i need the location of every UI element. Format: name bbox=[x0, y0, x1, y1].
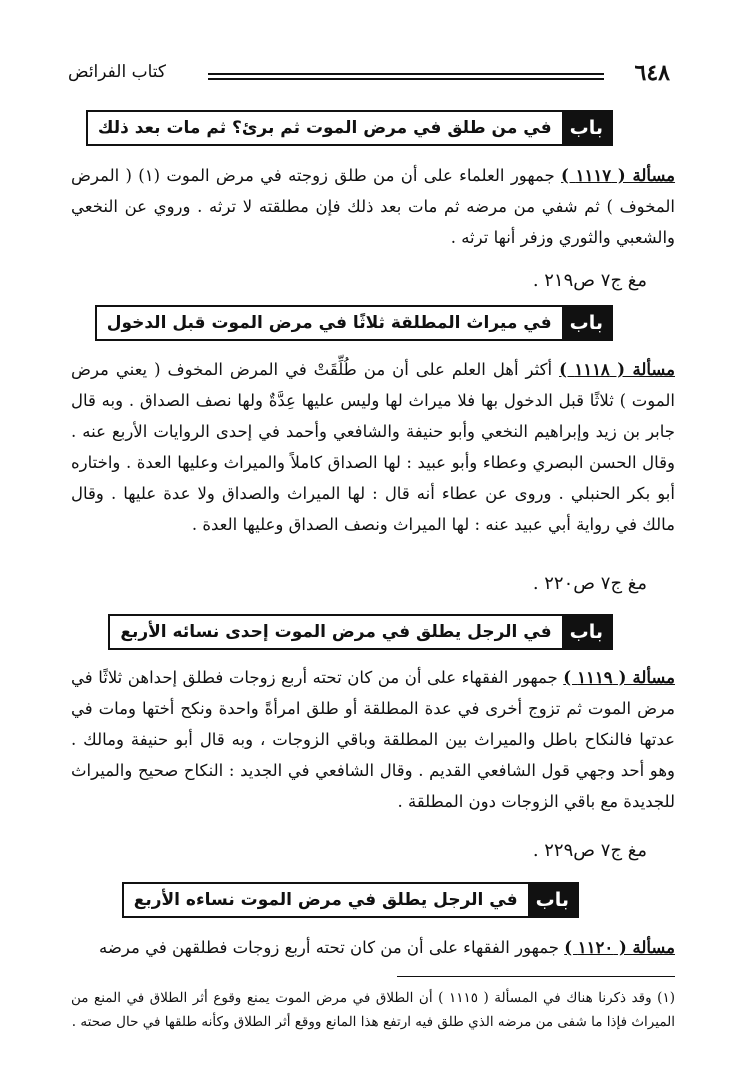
chapter-title: في ميراث المطلقة ثلاثًا في مرض الموت قبل الدخول bbox=[106, 313, 552, 333]
chapter-title-box bbox=[108, 614, 613, 650]
masala-label: مسألة ( ١١١٨ ) bbox=[559, 360, 675, 379]
masala-label: مسألة ( ١١١٩ ) bbox=[563, 668, 675, 687]
chapter-title-box bbox=[86, 110, 613, 146]
page-number: ٦٤٨ bbox=[634, 60, 670, 86]
masala-text: أكثر أهل العلم على أن من طُلِّقَتْ في المرض المخوف ( يعني مرض الموت ) ثلاثًا قبل الدخول بها فلا ميراث لها وليس عليها عِدَّةٌ ولها نصف الصداق . وبه قال جابر بن زيد وإبراهيم النخعي وأبو حنيفة والشافعي وأحمد في إحدى الروايات الأربع عنه . وقال الحسن البصري وعطاء وأبو عبيد : لها الصداق كاملاً والميراث وعليها العدة . واختاره أبو بكر الحنبلي . وروى عن عطاء أنه قال : لها الميراث والصداق ولا عدة عليها . وقال مالك في رواية أبي عبيد عنه : لها الميراث ونصف الصداق وعليها العدة . bbox=[71, 360, 675, 534]
masala-text: جمهور العلماء على أن من طلق زوجته في مرض الموت (١) ( المرض المخوف ) ثم شفي من مرضه ثم مات بعد ذلك فإن مطلقته لا ترثه . وروي عن النخعي والشعبي والثوري وزفر أنها ترثه . bbox=[71, 166, 675, 247]
footnote: (١) وقد ذكرنا هناك في المسألة ( ١١١٥ ) أن الطلاق في مرض الموت يمنع وقوع أثر الطلاق في المنع من الميراث فإذا ما شفى من مرضه الذي طلق فيه ارتفع هذا المانع ووقع أثر الطلاق وكأنه طلقها في حال صحته . bbox=[71, 990, 675, 1030]
masala-text: جمهور الفقهاء على أن من كان تحته أربع زوجات فطلقهن في مرضه bbox=[99, 938, 559, 957]
footnote-rule bbox=[397, 976, 675, 977]
chapter-title-box bbox=[122, 882, 579, 918]
bab-label: باب bbox=[562, 307, 611, 339]
masala-label: مسألة ( ١١٢٠ ) bbox=[564, 938, 675, 957]
chapter-title: في من طلق في مرض الموت ثم برئ؟ ثم مات بعد ذلك bbox=[97, 118, 552, 138]
source-reference: مغ ج٧ ص٢١٩ . bbox=[532, 270, 647, 291]
source-reference: مغ ج٧ ص٢٢٠ . bbox=[532, 573, 647, 594]
masala-label: مسألة ( ١١١٧ ) bbox=[561, 166, 676, 185]
masala-paragraph bbox=[71, 160, 675, 253]
masala-paragraph bbox=[71, 662, 675, 817]
chapter-title-box bbox=[95, 305, 613, 341]
page-header bbox=[68, 60, 670, 94]
book-title: كتاب الفرائض bbox=[68, 62, 166, 82]
bab-label: باب bbox=[562, 112, 611, 144]
bab-label: باب bbox=[528, 884, 577, 916]
header-rule bbox=[208, 73, 604, 80]
chapter-title: في الرجل يطلق في مرض الموت نساءه الأربع bbox=[133, 890, 518, 910]
masala-text: جمهور الفقهاء على أن من كان تحته أربع زوجات فطلق إحداهن ثلاثًا في مرض الموت ثم تزوج أخرى في عدة المطلقة أو طلق امرأةً واحدة ونكح أختها ومات في عدتها فالنكاح باطل والميراث بين المطلقة وباقي الزوجات ، وبه قال أبو حنيفة ومالك . وهو أحد وجهي قول الشافعي القديم . وقال الشافعي في الجديد : النكاح صحيح والميراث للجديدة مع باقي الزوجات دون المطلقة . bbox=[71, 668, 675, 811]
masala-paragraph bbox=[71, 932, 675, 963]
bab-label: باب bbox=[562, 616, 611, 648]
masala-paragraph bbox=[71, 354, 675, 540]
source-reference: مغ ج٧ ص٢٢٩ . bbox=[532, 840, 647, 861]
chapter-title: في الرجل يطلق في مرض الموت إحدى نسائه الأربع bbox=[120, 622, 552, 642]
